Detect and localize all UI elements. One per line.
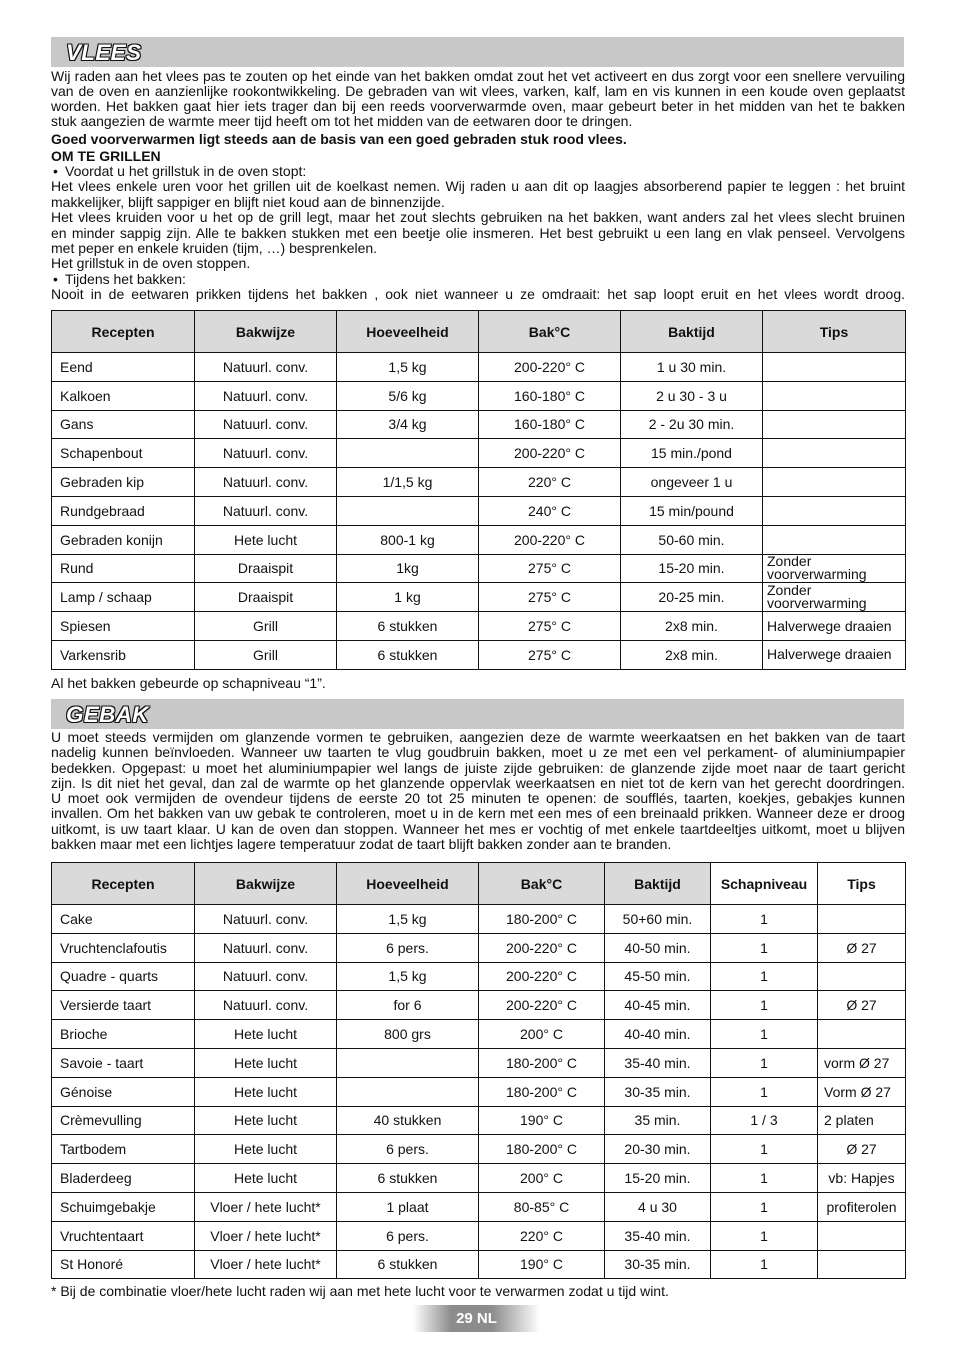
cell-bak-c: 200° C [479, 1020, 605, 1049]
recipe-cell: Quadre - quarts [52, 962, 195, 991]
recipe-cell: Bladerdeeg [52, 1164, 195, 1193]
section-title-vlees: VLEES [66, 40, 142, 65]
cell-schapniveau: 1 [711, 991, 818, 1020]
column-header-recepten: Recepten [52, 863, 195, 905]
text-line: Het vlees enkele uren voor het grillen uit de koelkast nemen. Wij raden u aan dit op laagjes absorberend papier te leggen : het bruint [51, 178, 905, 195]
cell-tips: Zonder voorverwarming [763, 583, 906, 612]
cell-bakwijze: Vloer / hete lucht* [195, 1192, 337, 1221]
cell-baktijd: 50+60 min. [605, 905, 711, 934]
cell-tips [818, 1020, 906, 1049]
text-line: nadelig kunnen beïnvloeden. Wanneer uw taarten te vlug goudbruin bakken, moet u ze met een vel perkament- of aluminiumpapier [51, 744, 905, 761]
cell-bak-c: 200-220° C [479, 962, 605, 991]
cell-bak-c: 275° C [479, 554, 621, 583]
cell-hoeveelheid [337, 1048, 479, 1077]
cell-bakwijze: Natuurl. conv. [195, 468, 337, 497]
cell-baktijd: 2x8 min. [621, 612, 763, 641]
text-line: makkelijker, blijft sappiger en blijft niet koud aan de binnenzijde. [51, 193, 445, 210]
recipe-cell: Vruchtentaart [52, 1221, 195, 1250]
cell-baktijd: 30-35 min. [605, 1077, 711, 1106]
cell-bakwijze: Natuurl. conv. [195, 991, 337, 1020]
bullet-label: Tijdens het bakken: [65, 270, 186, 287]
section-bar-gebak [51, 699, 904, 729]
cell-tips: Ø 27 [818, 991, 906, 1020]
cell-bak-c: 220° C [479, 1221, 605, 1250]
table-row [52, 410, 906, 439]
recipe-cell: Kalkoen [52, 381, 195, 410]
cell-hoeveelheid [337, 439, 479, 468]
cell-bak-c: 200-220° C [479, 439, 621, 468]
cell-baktijd: 35-40 min. [605, 1048, 711, 1077]
recipe-cell: Rundgebraad [52, 496, 195, 525]
column-header-baktijd: Baktijd [605, 863, 711, 905]
cell-hoeveelheid: for 6 [337, 991, 479, 1020]
cell-bak-c: 200° C [479, 1164, 605, 1193]
cell-schapniveau: 1 [711, 933, 818, 962]
table-note: Al het bakken gebeurde op schapniveau “1”. [51, 675, 326, 691]
cell-bakwijze: Hete lucht [195, 525, 337, 554]
table-row [52, 525, 906, 554]
cell-hoeveelheid: 6 pers. [337, 1221, 479, 1250]
cell-baktijd: 50-60 min. [621, 525, 763, 554]
cell-tips: Vorm Ø 27 [818, 1077, 906, 1106]
bullet-item [51, 272, 905, 287]
cell-baktijd: 15 min./pond [621, 439, 763, 468]
recipe-cell: Gebraden konijn [52, 525, 195, 554]
cell-tips [818, 1250, 906, 1279]
cell-hoeveelheid: 6 pers. [337, 1135, 479, 1164]
text-line: invallen. Om het bakken van uw gebak te controleren, moet u in de kern met een mes of een breinaald prikken. Wanneer deze er droog [51, 805, 905, 822]
cell-hoeveelheid [337, 496, 479, 525]
cell-bakwijze: Natuurl. conv. [195, 933, 337, 962]
cell-tips [763, 410, 906, 439]
column-header-baktijd: Baktijd [621, 311, 763, 353]
recipe-cell: Brioche [52, 1020, 195, 1049]
text-line: Wij raden aan het vlees pas te zouten op het einde van het bakken omdat zout het vet activeert en dus zorgt voor een snellere vervuiling [51, 68, 905, 84]
gebak-intro [51, 730, 905, 852]
cell-bakwijze: Natuurl. conv. [195, 496, 337, 525]
column-header-schapniveau: Schapniveau [711, 863, 818, 905]
cell-tips [763, 381, 906, 410]
cell-bak-c: 80-85° C [479, 1192, 605, 1221]
text-line: zijn. Is dit niet het geval, dan zal de warmte op het glanzende oppervlak weerkaatsen en niet tot de kern van het gerecht doordringen. [51, 774, 905, 791]
cell-tips [763, 439, 906, 468]
cell-baktijd: 2x8 min. [621, 640, 763, 669]
recipe-cell: Eend [52, 353, 195, 382]
cell-bakwijze: Vloer / hete lucht* [195, 1221, 337, 1250]
bullet-item [51, 164, 905, 179]
cell-schapniveau: 1 [711, 1020, 818, 1049]
cell-schapniveau: 1 [711, 1135, 818, 1164]
cell-tips [818, 962, 906, 991]
cell-hoeveelheid [337, 1077, 479, 1106]
column-header-recepten: Recepten [52, 311, 195, 353]
table-row [52, 1221, 906, 1250]
cell-bakwijze: Hete lucht [195, 1048, 337, 1077]
cell-tips: 2 platen [818, 1106, 906, 1135]
recipe-cell: Tartbodem [52, 1135, 195, 1164]
table-row [52, 1106, 906, 1135]
column-header-bakwijze: Bakwijze [195, 311, 337, 353]
cell-baktijd: 15-20 min. [621, 554, 763, 583]
cell-bakwijze: Natuurl. conv. [195, 962, 337, 991]
table-row [52, 1135, 906, 1164]
cell-hoeveelheid: 6 stukken [337, 1250, 479, 1279]
cell-bak-c: 160-180° C [479, 381, 621, 410]
cell-baktijd: 35-40 min. [605, 1221, 711, 1250]
footnote: * Bij de combinatie vloer/hete lucht raden wij aan met hete lucht voor te verwarmen zodat u tijd wint. [51, 1283, 669, 1299]
table-row [52, 1077, 906, 1106]
table-row [52, 1250, 906, 1279]
column-header-hoeveelheid: Hoeveelheid [337, 863, 479, 905]
cell-baktijd: 20-30 min. [605, 1135, 711, 1164]
table-header-row [52, 863, 906, 905]
recipe-cell: Schapenbout [52, 439, 195, 468]
cell-tips [763, 468, 906, 497]
recipe-cell: Versierde taart [52, 991, 195, 1020]
recipe-cell: St Honoré [52, 1250, 195, 1279]
table-row [52, 439, 906, 468]
cell-bak-c: 275° C [479, 583, 621, 612]
column-header-tips: Tips [763, 311, 906, 353]
table-row [52, 962, 906, 991]
text-line: Het grillstuk in de oven stoppen. [51, 255, 251, 272]
cell-bak-c: 180-200° C [479, 1048, 605, 1077]
table-row [52, 1192, 906, 1221]
cell-schapniveau: 1 [711, 962, 818, 991]
table-row [52, 496, 906, 525]
cell-hoeveelheid: 6 stukken [337, 640, 479, 669]
cell-bakwijze: Grill [195, 640, 337, 669]
cell-schapniveau: 1 [711, 1221, 818, 1250]
cell-hoeveelheid: 1,5 kg [337, 962, 479, 991]
cell-bakwijze: Natuurl. conv. [195, 353, 337, 382]
cell-tips: Halverwege draaien [763, 640, 906, 669]
cell-baktijd: 4 u 30 [605, 1192, 711, 1221]
table-row [52, 1020, 906, 1049]
cell-baktijd: 30-35 min. [605, 1250, 711, 1279]
cell-schapniveau: 1 [711, 1164, 818, 1193]
cell-schapniveau: 1 [711, 1048, 818, 1077]
cell-tips: vorm Ø 27 [818, 1048, 906, 1077]
cell-baktijd: 40-45 min. [605, 991, 711, 1020]
cell-bak-c: 220° C [479, 468, 621, 497]
cell-bakwijze: Hete lucht [195, 1135, 337, 1164]
cell-hoeveelheid: 1 kg [337, 583, 479, 612]
cell-hoeveelheid: 3/4 kg [337, 410, 479, 439]
cell-bakwijze: Hete lucht [195, 1020, 337, 1049]
text-line: bakken maar met een lichtjes lagere temperatuur zodat de taart blijft bakken zonder aan te branden. [51, 836, 672, 853]
text-line: U moet ook vermijden de ovendeur tijdens de eerste 20 tot 25 minuten te openen: de soufflés, taarten, koekjes, gebakjes kunnen [51, 790, 905, 807]
cell-schapniveau: 1 / 3 [711, 1106, 818, 1135]
vlees-intro [51, 69, 905, 129]
bullet-label: Voordat u het grillstuk in de oven stopt: [65, 163, 307, 179]
cell-bak-c: 275° C [479, 640, 621, 669]
recipe-cell: Gans [52, 410, 195, 439]
text-line: en minder sappig zijn. Alle te bakken stukken met een beetje olie insmeren. Het best gebruikt u een lang en vlak penseel. Vervolgens [51, 224, 905, 241]
cell-bak-c: 180-200° C [479, 1135, 605, 1164]
table-row [52, 612, 906, 641]
column-header-bak-c: Bak°C [479, 311, 621, 353]
table-row [52, 991, 906, 1020]
cell-bak-c: 200-220° C [479, 525, 621, 554]
cell-bakwijze: Natuurl. conv. [195, 410, 337, 439]
table-row [52, 905, 906, 934]
bullet: • [53, 270, 58, 287]
recipe-cell: Spiesen [52, 612, 195, 641]
cell-schapniveau: 1 [711, 1077, 818, 1106]
cell-bakwijze: Natuurl. conv. [195, 905, 337, 934]
cell-baktijd: 2 - 2u 30 min. [621, 410, 763, 439]
cell-tips: Halverwege draaien [763, 612, 906, 641]
recipe-cell: Vruchtenclafoutis [52, 933, 195, 962]
cell-tips: Ø 27 [818, 1135, 906, 1164]
grill-instructions [51, 164, 905, 302]
table-row [52, 468, 906, 497]
cell-hoeveelheid: 6 pers. [337, 933, 479, 962]
pastry-table [51, 862, 906, 1279]
cell-hoeveelheid: 800 grs [337, 1020, 479, 1049]
cell-bak-c: 275° C [479, 612, 621, 641]
text-line: van de oven en aanzienlijke rookontwikkeling. De gebraden van wit vlees, varken, kalf, lam en vis kunnen in een koude oven geplaatst [51, 83, 905, 99]
text-line: stuk aangezien de warmte meer tijd heeft om tot het midden van de eetwaren door te dringen. [51, 113, 633, 129]
cell-bakwijze: Natuurl. conv. [195, 381, 337, 410]
recipe-cell: Rund [52, 554, 195, 583]
cell-tips [763, 525, 906, 554]
cell-hoeveelheid: 5/6 kg [337, 381, 479, 410]
cell-tips [763, 353, 906, 382]
cell-bakwijze: Hete lucht [195, 1106, 337, 1135]
cell-hoeveelheid: 800-1 kg [337, 525, 479, 554]
cell-baktijd: 45-50 min. [605, 962, 711, 991]
table-row [52, 1164, 906, 1193]
text-line: Nooit in de eetwaren prikken tijdens het bakken , ook niet wanneer u ze omdraait: het sap loopt eruit en het vlees wordt droog. [51, 286, 905, 302]
cell-schapniveau: 1 [711, 1250, 818, 1279]
cell-bak-c: 240° C [479, 496, 621, 525]
table-row [52, 583, 906, 612]
cell-bak-c: 190° C [479, 1106, 605, 1135]
cell-bak-c: 200-220° C [479, 353, 621, 382]
text-line: met peper en enkele kruiden (tijm, …) besprenkelen. [51, 239, 378, 256]
cell-bakwijze: Natuurl. conv. [195, 439, 337, 468]
cell-tips [763, 496, 906, 525]
cell-bakwijze: Draaispit [195, 554, 337, 583]
text-line: U moet steeds vermijden om glanzende vormen te gebruiken, aangezien deze de warmte weerkaatsen en het bakken van de taart [51, 729, 905, 745]
cell-bakwijze: Grill [195, 612, 337, 641]
meat-table [51, 310, 906, 670]
cell-baktijd: 15 min/pound [621, 496, 763, 525]
table-row [52, 353, 906, 382]
cell-bak-c: 200-220° C [479, 933, 605, 962]
recipe-cell: Savoie - taart [52, 1048, 195, 1077]
table-row [52, 381, 906, 410]
cell-bakwijze: Vloer / hete lucht* [195, 1250, 337, 1279]
cell-hoeveelheid: 40 stukken [337, 1106, 479, 1135]
section-bar-vlees [51, 37, 904, 67]
column-header-bakwijze: Bakwijze [195, 863, 337, 905]
cell-baktijd: ongeveer 1 u [621, 468, 763, 497]
cell-bak-c: 190° C [479, 1250, 605, 1279]
cell-hoeveelheid: 1 plaat [337, 1192, 479, 1221]
recipe-cell: Gebraden kip [52, 468, 195, 497]
text-line: worden. Het bakken gaat hier iets trager dan bij een reeds voorverwarmde oven, maar gebeurt beter in het midden van het te bakken [51, 98, 905, 114]
column-header-hoeveelheid: Hoeveelheid [337, 311, 479, 353]
cell-bakwijze: Hete lucht [195, 1077, 337, 1106]
cell-tips: vb: Hapjes [818, 1164, 906, 1193]
cell-baktijd: 35 min. [605, 1106, 711, 1135]
cell-schapniveau: 1 [711, 905, 818, 934]
cell-bak-c: 160-180° C [479, 410, 621, 439]
cell-baktijd: 40-40 min. [605, 1020, 711, 1049]
cell-baktijd: 15-20 min. [605, 1164, 711, 1193]
table-row [52, 554, 906, 583]
cell-hoeveelheid: 1/1,5 kg [337, 468, 479, 497]
recipe-cell: Schuimgebakje [52, 1192, 195, 1221]
table-row [52, 1048, 906, 1077]
cell-bak-c: 200-220° C [479, 991, 605, 1020]
cell-hoeveelheid: 1,5 kg [337, 905, 479, 934]
table-row [52, 640, 906, 669]
cell-bakwijze: Hete lucht [195, 1164, 337, 1193]
cell-bak-c: 180-200° C [479, 1077, 605, 1106]
section-title-gebak: GEBAK [66, 702, 149, 727]
cell-tips [818, 1221, 906, 1250]
cell-tips: Ø 27 [818, 933, 906, 962]
cell-bakwijze: Draaispit [195, 583, 337, 612]
cell-baktijd: 20-25 min. [621, 583, 763, 612]
text-line: Het vlees kruiden voor u het op de grill legt, maar het zout slechts gebruiken na het bakken, want anders zal het vlees slecht bruinen [51, 209, 905, 226]
column-header-tips: Tips [818, 863, 906, 905]
cell-tips: profiterolen [818, 1192, 906, 1221]
cell-tips [818, 905, 906, 934]
grill-heading: OM TE GRILLEN [51, 148, 161, 164]
cell-schapniveau: 1 [711, 1192, 818, 1221]
cell-baktijd: 40-50 min. [605, 933, 711, 962]
cell-tips: Zonder voorverwarming [763, 554, 906, 583]
cell-hoeveelheid: 1,5 kg [337, 353, 479, 382]
cell-baktijd: 2 u 30 - 3 u [621, 381, 763, 410]
table-header-row [52, 311, 906, 353]
page-number: 29 NL [413, 1305, 540, 1332]
cell-hoeveelheid: 1kg [337, 554, 479, 583]
cell-hoeveelheid: 6 stukken [337, 612, 479, 641]
bullet: • [53, 163, 58, 179]
recipe-cell: Cake [52, 905, 195, 934]
recipe-cell: Lamp / schaap [52, 583, 195, 612]
cell-baktijd: 1 u 30 min. [621, 353, 763, 382]
cell-bak-c: 180-200° C [479, 905, 605, 934]
text-line: bedekken. Opgepast: u moet het aluminiumpapier wel langs de juiste zijde gebruiken: de glanzende zijde moet naar de taart gericht [51, 759, 905, 776]
cell-hoeveelheid: 6 stukken [337, 1164, 479, 1193]
bold-note: Goed voorverwarmen ligt steeds aan de basis van een goed gebraden stuk rood vlees. [51, 131, 627, 147]
column-header-bak-c: Bak°C [479, 863, 605, 905]
table-row [52, 933, 906, 962]
recipe-cell: Génoise [52, 1077, 195, 1106]
text-line: uitkomt, is uw taart klaar. U kan de oven dan stoppen. Wanneer het mes er vochtig of met enkele taartdeeltjes uitkomt, moet u blijven [51, 820, 905, 837]
recipe-cell: Crèmevulling [52, 1106, 195, 1135]
recipe-cell: Varkensrib [52, 640, 195, 669]
